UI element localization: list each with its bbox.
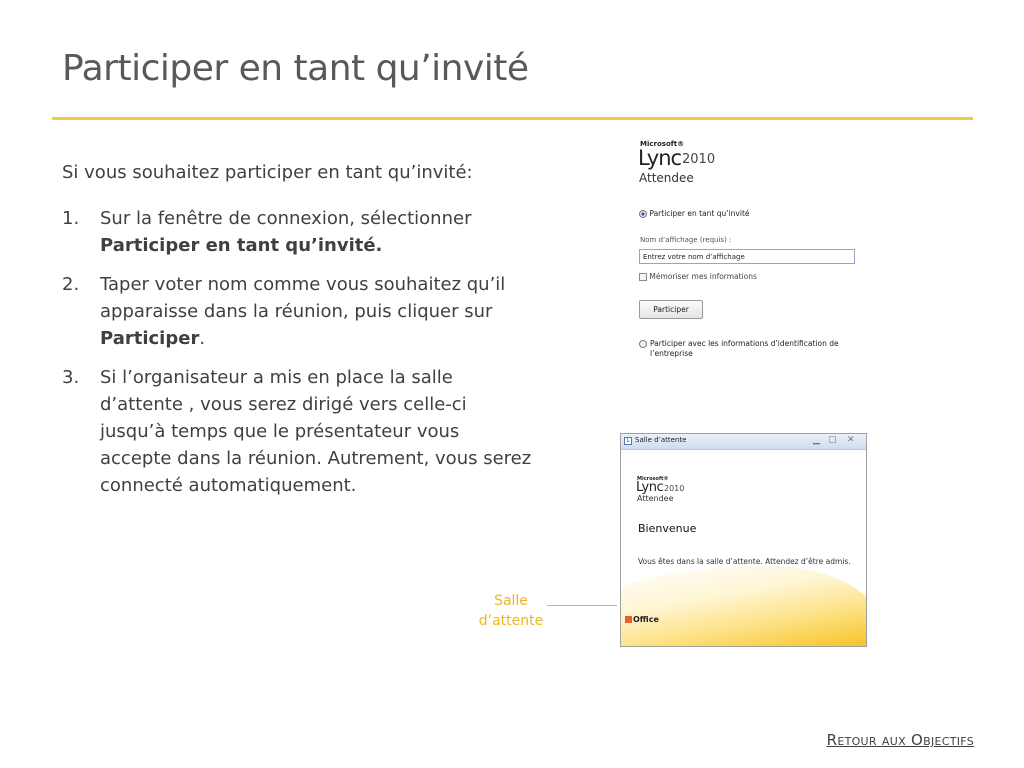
steps-list bbox=[62, 205, 532, 511]
office-logo bbox=[625, 615, 659, 624]
back-to-objectives-link[interactable]: Retour aux Objectifs bbox=[826, 731, 974, 749]
step-body: Si l’organisateur a mis en place la salle d’attente , vous serez dirigé vers celle-ci jusqu’à temps que le présentateur vous accepte dans la réunion. Autrement, vous serez connecté automatiquement. bbox=[100, 367, 532, 496]
title-rule bbox=[52, 117, 973, 120]
step-bold: Participer en tant qu’invité. bbox=[100, 235, 383, 256]
waiting-room-callout: Salle d’attente bbox=[478, 593, 544, 629]
step-body: Sur la fenêtre de connexion, sélectionner bbox=[100, 208, 472, 229]
corporate-option[interactable] bbox=[639, 339, 849, 359]
step-number: 3. bbox=[62, 367, 80, 388]
step-number: 1. bbox=[62, 208, 80, 229]
minimize-icon[interactable]: ▁ bbox=[813, 435, 820, 445]
window-title: Salle d’attente bbox=[635, 436, 687, 444]
attendee-logo-text: Attendee bbox=[639, 171, 694, 185]
window-body bbox=[621, 450, 866, 646]
lync-year-text: 2010 bbox=[682, 152, 716, 167]
attendee-logo-text: Attendee bbox=[637, 494, 674, 503]
remember-option[interactable] bbox=[639, 272, 757, 281]
step-after: . bbox=[199, 328, 206, 349]
waiting-room-window bbox=[620, 433, 867, 647]
remember-label: Mémoriser mes informations bbox=[649, 272, 757, 281]
step-1 bbox=[62, 205, 532, 259]
name-label: Nom d’affichage (requis) : bbox=[640, 236, 732, 244]
close-icon[interactable]: ✕ bbox=[847, 435, 855, 445]
step-number: 2. bbox=[62, 274, 80, 295]
microsoft-logo-text: Microsoft® bbox=[640, 140, 685, 148]
callout-line bbox=[547, 605, 617, 606]
step-3 bbox=[62, 364, 532, 499]
maximize-icon[interactable]: ▢ bbox=[828, 435, 837, 445]
office-logo-icon bbox=[625, 616, 632, 623]
corporate-option-label: Participer avec les informations d’identification de l’entreprise bbox=[650, 339, 839, 358]
step-bold: Participer bbox=[100, 328, 200, 349]
lync-year-text: 2010 bbox=[664, 484, 685, 493]
join-button[interactable]: Participer bbox=[639, 300, 703, 319]
welcome-heading: Bienvenue bbox=[638, 522, 697, 535]
step-text bbox=[100, 205, 532, 259]
radio-unselected-icon[interactable] bbox=[639, 340, 647, 348]
display-name-input[interactable] bbox=[639, 249, 855, 264]
step-body: Taper voter nom comme vous souhaitez qu’il apparaisse dans la réunion, puis cliquer sur bbox=[100, 274, 506, 322]
microsoft-logo-text: Microsoft® bbox=[637, 476, 669, 482]
lync-logo-text: Lync bbox=[636, 480, 664, 495]
checkbox-icon[interactable] bbox=[639, 273, 647, 281]
office-logo-text: Office bbox=[633, 615, 659, 624]
waiting-message: Vous êtes dans la salle d’attente. Attendez d’être admis. bbox=[638, 557, 851, 566]
step-2 bbox=[62, 271, 532, 352]
guest-option-label: Participer en tant qu’invité bbox=[649, 209, 750, 218]
window-titlebar bbox=[621, 434, 866, 450]
lync-logo-text: Lync bbox=[638, 146, 682, 170]
radio-selected-icon[interactable] bbox=[639, 210, 647, 218]
step-text bbox=[100, 271, 532, 352]
step-text bbox=[100, 364, 532, 499]
office-wave-decoration bbox=[620, 566, 867, 647]
signin-panel bbox=[634, 138, 874, 368]
lync-window-icon: L bbox=[624, 437, 632, 445]
guest-option[interactable] bbox=[639, 209, 750, 218]
intro-text: Si vous souhaitez participer en tant qu’invité: bbox=[62, 162, 473, 183]
slide-title: Participer en tant qu’invité bbox=[62, 48, 529, 89]
